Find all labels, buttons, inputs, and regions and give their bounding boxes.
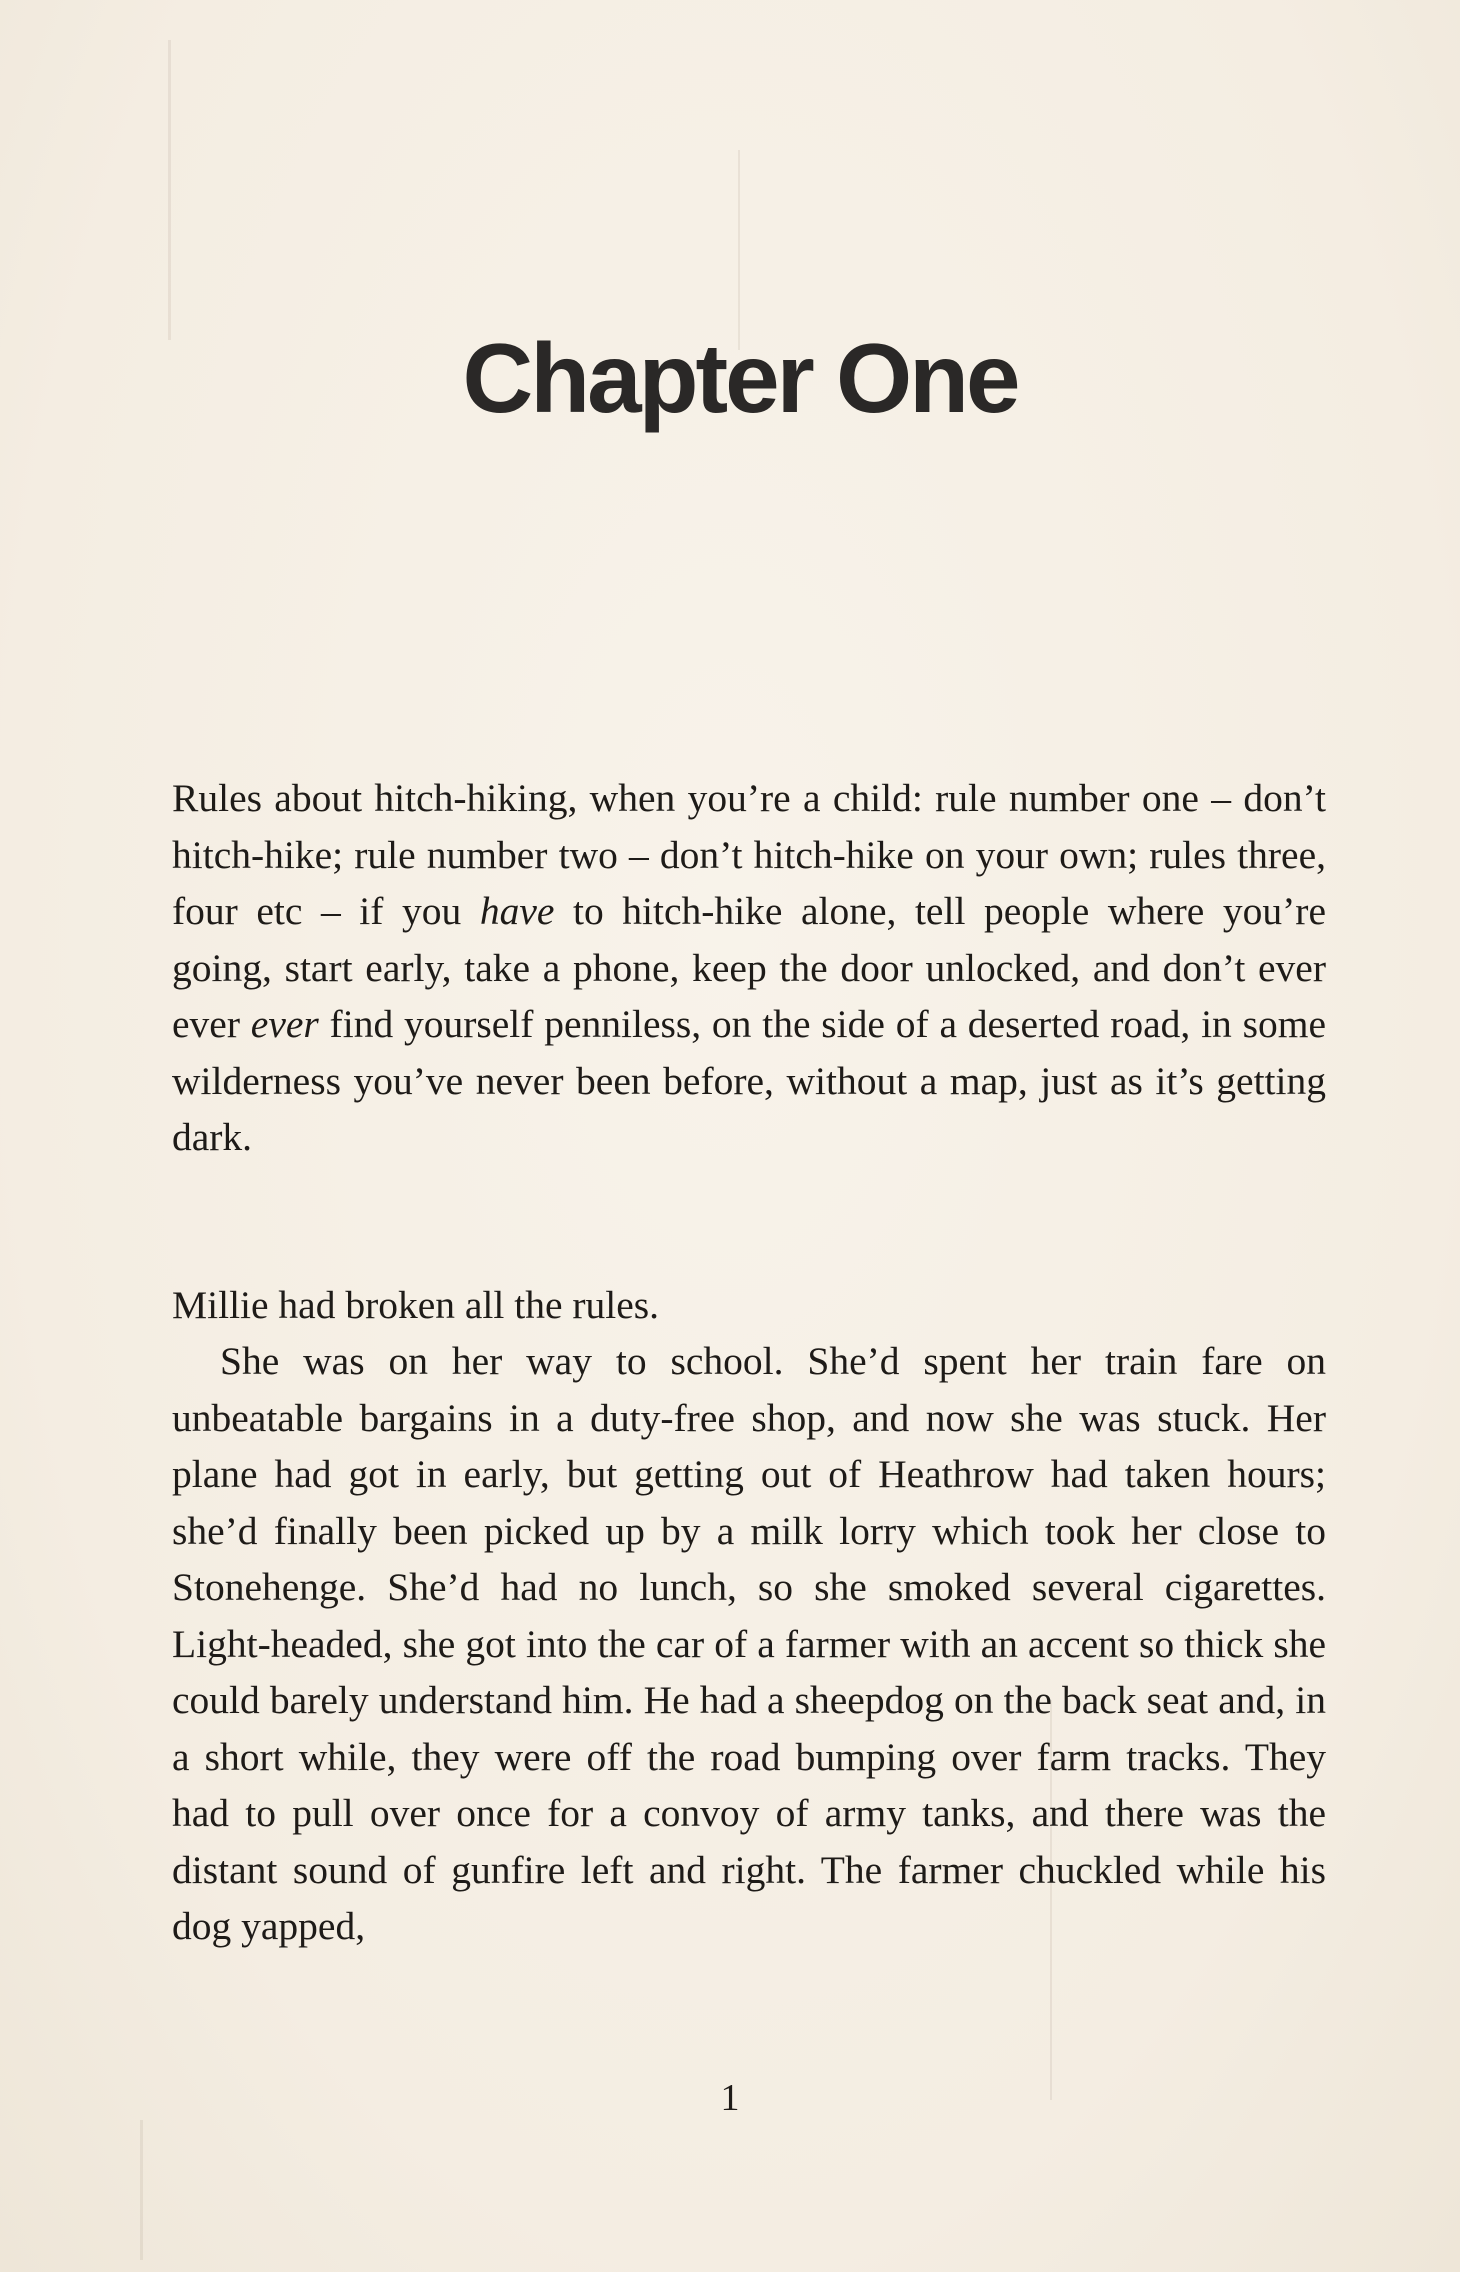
paragraph-text: find yourself penniless, on the side of a deserted road, in some wilderness you’ve never been before, without a map, just as it’s getting dark. <box>172 1002 1326 1159</box>
paragraph-broken-rules: Millie had broken all the rules. <box>172 1283 660 1327</box>
emphasis-text: ever <box>250 1002 319 1046</box>
paragraph-journey: She was on her way to school. She’d spent her train fare on unbeatable bargains in a duty-free shop, and now she was stuck. Her plane had got in early, but getting out of Heathrow had taken hours; she’d finally been picked up by a milk lorry which took her close to Stonehenge. She’d had no lunch, so she smoked several cigarettes. Light-headed, she got into the car of a farmer with an accent so thick she could barely understand him. He had a sheepdog on the back seat and, in a short while, they were off the road bumping over farm tracks. They had to pull over once for a convoy of army tanks, and there was the distant sound of gunfire left and right. The farmer chuckled while his dog yapped, <box>172 1339 1326 1948</box>
paragraph-text: Rules about hitch-hiking, when you’re a child: rule number one – don’t hitch-hike; rule number two – don’t hitch-hike on your own; rules three, four etc – if you <box>172 776 1326 933</box>
paper-crease <box>738 150 740 350</box>
paper-crease <box>168 40 171 340</box>
paper-crease <box>140 2120 143 2260</box>
page-number: 1 <box>720 2077 740 2119</box>
emphasis-text: have <box>479 889 555 933</box>
paragraph-text: to hitch-hike alone, tell people where you’re going, start early, take a phone, keep the door unlocked, and don’t ever ever <box>172 889 1326 1046</box>
chapter-title: Chapter One <box>462 323 1018 433</box>
paragraph-rules <box>172 770 1326 1166</box>
